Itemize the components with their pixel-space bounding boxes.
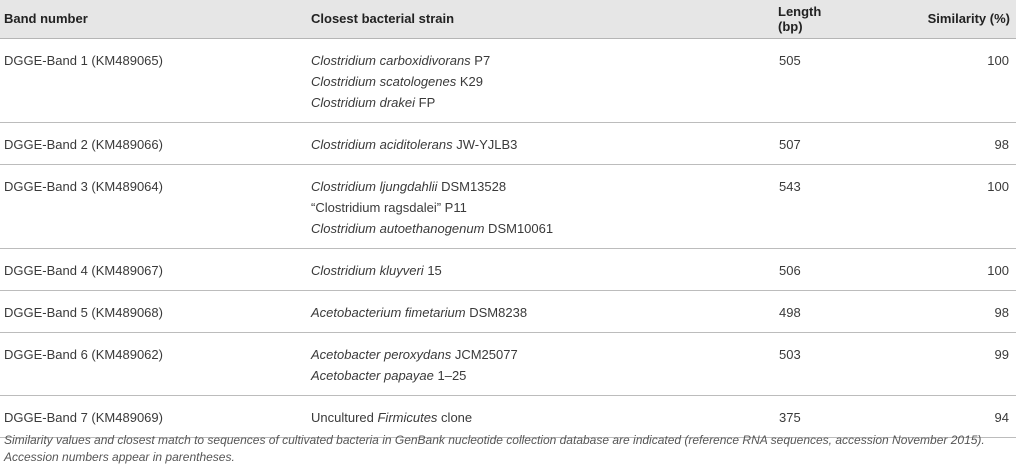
closest-strain-cell [307, 290, 682, 332]
length-value: 506 [779, 262, 801, 278]
header-similarity: Similarity (%) [832, 0, 1016, 38]
closest-strain-cell [307, 332, 682, 395]
table-row [0, 38, 1016, 122]
strain-designation: P7 [470, 52, 491, 68]
strain-name [311, 344, 682, 365]
similarity-cell: 100 [832, 248, 1016, 290]
closest-strain-cell [307, 395, 682, 437]
strain-name [311, 92, 682, 113]
closest-strain-cell [307, 248, 682, 290]
table-row [0, 290, 1016, 332]
strain-species: Acetobacter peroxydans [311, 346, 452, 362]
strain-name [311, 134, 682, 155]
length-value: 498 [779, 304, 801, 320]
similarity-cell: 98 [832, 290, 1016, 332]
band-number-cell: DGGE-Band 1 (KM489065) [0, 38, 307, 122]
length-value: 503 [779, 346, 801, 362]
similarity-cell: 100 [832, 38, 1016, 122]
closest-strain-cell [307, 164, 682, 248]
strain-designation: JW-YJLB3 [452, 136, 518, 152]
similarity-cell: 100 [832, 164, 1016, 248]
strain-name [311, 260, 682, 281]
band-number-cell: DGGE-Band 7 (KM489069) [0, 395, 307, 437]
strain-designation: 15 [423, 262, 442, 278]
strain-species: Clostridium ljungdahlii [311, 178, 438, 194]
length-cell [682, 290, 832, 332]
length-cell [682, 164, 832, 248]
strain-designation: K29 [456, 73, 483, 89]
similarity-cell: 94 [832, 395, 1016, 437]
strain-species: Clostridium drakei [311, 94, 416, 110]
table-footnote: Similarity values and closest match to sequences of cultivated bacteria in GenBank nucleotide collection database are indicated (reference RNA sequences, accession November 2015). Accession numbers appear in parentheses. [4, 433, 985, 464]
strain-name [311, 218, 682, 239]
strain-designation: 1–25 [433, 367, 467, 383]
strain-species: Clostridium aciditolerans [311, 136, 453, 152]
band-number-cell: DGGE-Band 2 (KM489066) [0, 122, 307, 164]
strain-species: Clostridium scatologenes [311, 73, 457, 89]
header-closest-strain: Closest bacterial strain [307, 0, 682, 38]
strain-name [311, 176, 682, 197]
strain-designation: DSM13528 [437, 178, 507, 194]
table-body [0, 38, 1016, 437]
length-cell [682, 395, 832, 437]
strain-designation: clone [437, 409, 473, 425]
length-value: 507 [779, 136, 801, 152]
strain-species: Clostridium carboxidivorans [311, 52, 471, 68]
strain-name [311, 71, 682, 92]
length-value: 543 [779, 178, 801, 194]
band-number-cell: DGGE-Band 6 (KM489062) [0, 332, 307, 395]
band-number-cell: DGGE-Band 3 (KM489064) [0, 164, 307, 248]
strain-name [311, 407, 682, 428]
strain-name [311, 197, 682, 218]
strain-species: Acetobacterium fimetarium [311, 304, 466, 320]
strain-species: Clostridium kluyveri [311, 262, 424, 278]
header-band-number: Band number [0, 0, 307, 38]
strain-designation: FP [415, 94, 436, 110]
length-cell [682, 38, 832, 122]
length-cell [682, 332, 832, 395]
strain-name [311, 302, 682, 323]
length-cell [682, 248, 832, 290]
strain-designation: DSM10061 [484, 220, 554, 236]
table-header [0, 0, 1016, 38]
strain-designation: “Clostridium ragsdalei” P11 [311, 199, 467, 215]
strain-species: Firmicutes [377, 409, 438, 425]
header-row [0, 0, 1016, 38]
length-value: 505 [779, 52, 801, 68]
band-number-cell: DGGE-Band 5 (KM489068) [0, 290, 307, 332]
length-cell [682, 122, 832, 164]
table-row [0, 122, 1016, 164]
strain-designation: JCM25077 [451, 346, 518, 362]
table-row [0, 164, 1016, 248]
table-row [0, 332, 1016, 395]
strain-designation: DSM8238 [465, 304, 528, 320]
length-value: 375 [779, 409, 801, 425]
strain-name [311, 365, 682, 386]
similarity-cell: 99 [832, 332, 1016, 395]
similarity-cell: 98 [832, 122, 1016, 164]
band-number-cell: DGGE-Band 4 (KM489067) [0, 248, 307, 290]
header-length: Length (bp) [682, 0, 832, 38]
strain-species: Acetobacter papayae [311, 367, 434, 383]
strain-species: Clostridium autoethanogenum [311, 220, 485, 236]
strain-prefix: Uncultured [311, 409, 378, 425]
closest-strain-cell [307, 38, 682, 122]
closest-strain-cell [307, 122, 682, 164]
strain-name [311, 50, 682, 71]
table-row [0, 248, 1016, 290]
table-row [0, 395, 1016, 437]
